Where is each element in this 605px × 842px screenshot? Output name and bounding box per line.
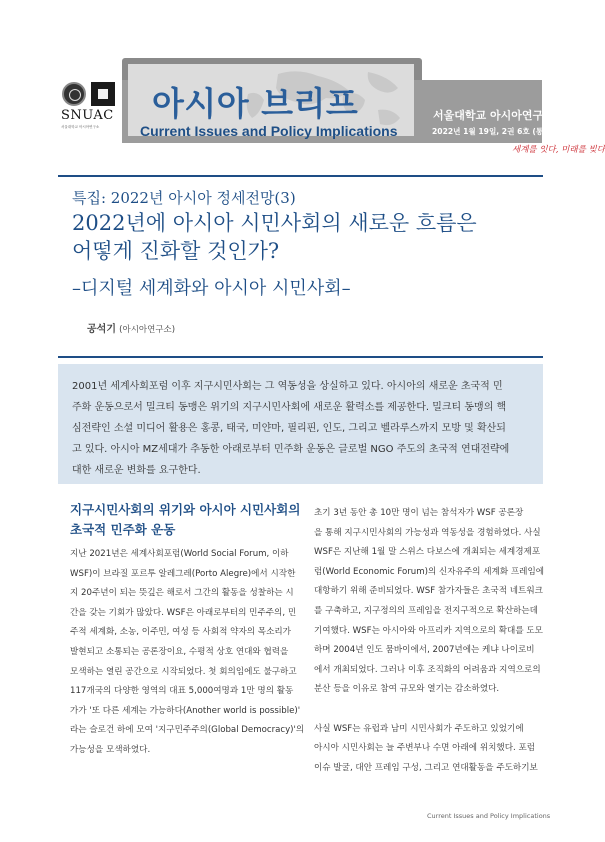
masthead-banner	[122, 58, 605, 155]
headline-line: 2022년에 아시아 시민사회의 새로운 흐름은	[72, 211, 477, 235]
body-line: 기여했다. WSF는 아시아와 아프리카 지역으로의 확대를 도모	[314, 625, 543, 636]
university-seal-icon	[62, 82, 86, 106]
body-line: 를 구축하고, 지구정의의 프레임을 전지구적으로 확산하는데	[314, 605, 538, 616]
body-line: 라는 슬로건 하에 모여 '지구민주주의(Global Democracy)'의	[70, 725, 305, 736]
body-line: 사실 WSF는 유럽과 남미 시민사회가 주도하고 있었기에	[314, 723, 524, 734]
subheadline: –디지털 세계화와 아시아 시민사회–	[72, 278, 351, 299]
summary-line: 2001년 세계사회포럼 이후 지구시민사회는 그 역동성을 상실하고 있다. 아시아의 새로운 초국적 민	[72, 381, 503, 392]
headline	[72, 209, 477, 265]
masthead	[58, 40, 605, 155]
publication-subtitle: Current Issues and Policy Implications	[140, 123, 398, 139]
left-body	[70, 545, 305, 761]
summary-line: 고 있다. 아시아 MZ세대가 추동한 아래로부터 민주화 운동은 글로벌 NGO 주도의 초국적 연대전략에	[72, 444, 510, 455]
right-column	[314, 504, 545, 778]
body-line: 대항하기 위해 준비되었다. WSF 참가자들은 초국적 네트워크	[314, 586, 543, 597]
body-line: WSF은 지난해 1월 말 스위스 다보스에 개최되는 세계경제포	[314, 547, 541, 558]
author-byline	[87, 320, 175, 335]
institution-name: 서울대학교 아시아연구소	[433, 109, 554, 122]
summary-line: 대한 새로운 변화를 요구한다.	[72, 465, 201, 476]
summary-line: 심전략인 소셜 미디어 활용은 홍콩, 태국, 미얀마, 필리핀, 인도, 그리고 벨라루스까지 모방 및 확산되	[72, 423, 506, 434]
body-line: 가가 '또 다른 세계는 가능하다(Another world is possible)'	[70, 705, 301, 716]
body-line: WSF)이 브라질 포르투 알레그레(Porto Alegre)에서 시작한	[70, 568, 296, 579]
author-name: 공석기	[87, 324, 116, 335]
left-column	[58, 500, 305, 761]
body-line: 하며 2004년 인도 뭄바이에서, 2007년에는 케냐 나이로비	[314, 645, 535, 656]
issue-date: 2022년 1월 19일, 2권 6호 (통권 45호)	[432, 127, 575, 136]
body-line: 모색하는 열린 공간으로 시작되었다. 첫 회의임에도 불구하고	[70, 666, 297, 677]
summary-box	[58, 364, 543, 484]
top-divider	[58, 175, 543, 177]
publication-title: 아시아 브리프	[152, 84, 359, 123]
author-affiliation: (아시아연구소)	[119, 325, 176, 335]
summary-line: 주화 운동으로서 밀크티 동맹은 위기의 지구시민사회에 새로운 활력소를 제공한다. 밀크티 동맹의 핵	[72, 402, 507, 413]
institute-emblem-icon	[91, 82, 115, 106]
body-line: 을 통해 지구시민사회의 가능성과 역동성을 경험하였다. 사실	[314, 527, 541, 538]
body-line: 간을 갖는 기회가 많았다. WSF은 아래로부터의 민주주의, 민	[70, 607, 297, 618]
body-line: 지 20주년이 되는 뜻깊은 해로서 그간의 활동을 성찰하는 시	[70, 588, 294, 599]
section-heading-line: 지구시민사회의 위기와 아시아 시민사회의	[70, 502, 301, 517]
section-heading	[70, 500, 301, 540]
body-line: 지난 2021년은 세계사회포럼(World Social Forum, 이하	[70, 549, 289, 559]
body-line: 아시아 시민사회는 늘 주변부나 수면 아래에 위치했다. 포럼	[314, 743, 536, 754]
body-line: 이슈 발굴, 대안 프레임 구성, 그리고 연대활동을 주도하기보	[314, 762, 538, 773]
page-footer: Current Issues and Policy Implications	[427, 812, 551, 820]
special-label: 특집: 2022년 아시아 정세전망(3)	[72, 189, 296, 207]
body-line: 럼(World Economic Forum)의 신자유주의 세계화 프레임에	[314, 566, 545, 577]
summary-divider	[58, 356, 543, 358]
body-line: 가능성을 모색하였다.	[70, 744, 151, 755]
logo-text: SNUAC	[61, 108, 114, 123]
body-line: 분산 등을 이유로 참여 규모와 열기는 감소하였다.	[314, 684, 500, 695]
body-line: 주적 세계화, 소농, 이주민, 여성 등 사회적 약자의 목소리가	[70, 627, 291, 638]
section-heading-line: 초국적 민주화 운동	[70, 522, 176, 537]
slogan: 세계를 잇다, 미래를 빚다	[512, 145, 605, 155]
body-line: 초기 3년 동안 총 10만 명이 넘는 참석자가 WSF 공론장	[314, 508, 524, 518]
body-line: 117개국의 다양한 영역의 대표 5,000여명과 1만 명의 활동	[70, 686, 294, 697]
snuac-logo	[58, 44, 124, 140]
body-line: 에서 개최되었다. 그러나 이후 조직화의 어려움과 지역으로의	[314, 664, 541, 675]
headline-line: 어떻게 진화할 것인가?	[72, 239, 280, 263]
paragraph-spacer	[314, 700, 539, 720]
body-line: 발현되고 소통되는 공론장이요, 수평적 상호 연대와 협력을	[70, 646, 289, 657]
logo-subtext: 서울대학교 아시아연구소	[61, 125, 100, 129]
